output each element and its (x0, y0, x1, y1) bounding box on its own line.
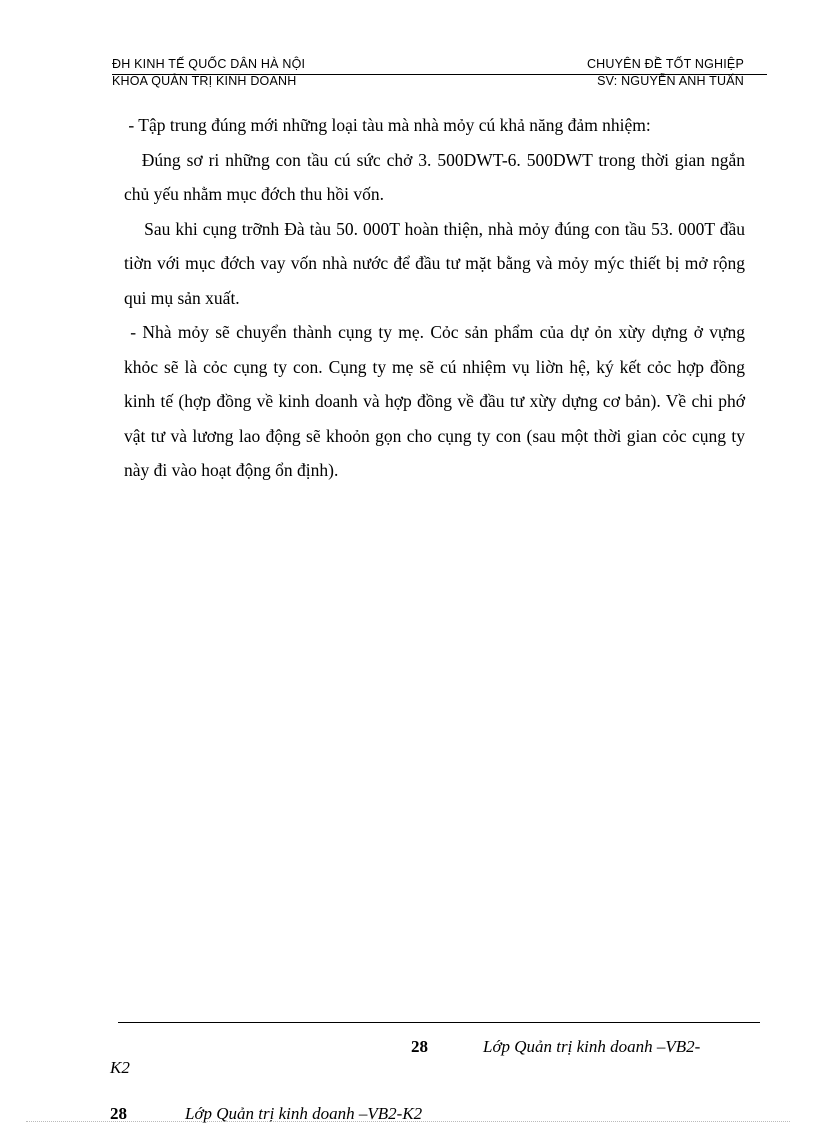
header-thesis-title: CHUYÊN ĐỀ TỐT NGHIỆP (586, 57, 744, 71)
header-school: ĐH KINH TẾ QUỐC DÂN HÀ NỘI (112, 57, 306, 71)
footer-class-text-wrap: K2 (110, 1058, 130, 1077)
header-student: SV: NGUYỄN ANH TUẤN (597, 74, 744, 88)
paragraph-parent-company: - Nhà mỏy sẽ chuyển thành cụng ty mẹ. Cỏc sản phẩm của dự ỏn xừy dựng ở vựng khỏc sẽ là cỏc cụng ty con. Cụng ty mẹ sẽ cú nhiệm vụ liờn hệ, ký kết cỏc hợp đồng kinh tế (hợp đồng về kinh doanh và hợp đồng về đầu tư xừy dựng cơ bản). Về chi phớ vật tư và lương lao động sẽ khoỏn gọn cho cụng ty con (sau một thời gian cỏc cụng ty này đi vào hoạt động ổn định). (124, 322, 750, 480)
footer-class-text-2: Lớp Quản trị kinh doanh –VB2-K2 (185, 1104, 423, 1123)
paragraph-ship-series: Đúng sơ ri những con tầu cú sức chở 3. 500DWT-6. 500DWT trong thời gian ngắn chủ yếu nhằm mục đớch thu hồi vốn. (124, 149, 750, 204)
footer-class-text: Lớp Quản trị kinh doanh –VB2- (483, 1037, 701, 1056)
paragraph-focus-ships: - Tập trung đúng mới những loại tàu mà nhà mỏy cú khả năng đảm nhiệm: (124, 115, 651, 135)
document-body (124, 108, 750, 488)
header-rule (112, 74, 767, 75)
footer-rule (118, 1022, 760, 1023)
header-faculty: KHOA QUẢN TRỊ KINH DOANH (112, 74, 297, 88)
page-edge-dotted-line (26, 1121, 790, 1122)
paragraph-shipway: Sau khi cụng trỡnh Đà tàu 50. 000T hoàn thiện, nhà mỏy đúng con tầu 53. 000T đầu tiờn với mục đớch vay vốn nhà nước để đầu tư mặt bằng và mỏy mýc thiết bị mở rộng qui mụ sản xuất. (124, 218, 750, 308)
footer-page-number-2: 28 (110, 1104, 127, 1123)
footer-page-number: 28 (411, 1037, 428, 1056)
